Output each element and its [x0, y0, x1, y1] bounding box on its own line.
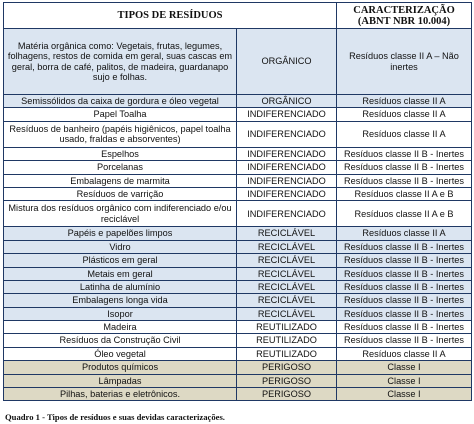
- cell-classe: REUTILIZADO: [237, 347, 337, 360]
- cell-tipo: Mistura dos resíduos orgânico com indiferenciado e/ou reciclável: [4, 201, 237, 227]
- cell-caracterizacao: Resíduos classe II B - Inertes: [337, 267, 472, 280]
- cell-tipo: Madeira: [4, 321, 237, 334]
- cell-tipo: Resíduos da Construção Civil: [4, 334, 237, 347]
- cell-caracterizacao: Classe I: [337, 388, 472, 401]
- table-row: [4, 95, 472, 108]
- cell-classe: RECICLÁVEL: [237, 227, 337, 240]
- cell-tipo: Resíduos de banheiro (papéis higiênicos, papel toalha usado, fraldas e absorventes): [4, 121, 237, 147]
- cell-tipo: Papel Toalha: [4, 108, 237, 121]
- cell-tipo: Pilhas, baterias e eletrônicos.: [4, 388, 237, 401]
- cell-tipo: Semissólidos da caixa de gordura e óleo vegetal: [4, 95, 237, 108]
- cell-classe: RECICLÁVEL: [237, 294, 337, 307]
- cell-classe: REUTILIZADO: [237, 321, 337, 334]
- residue-table: [3, 2, 472, 401]
- cell-caracterizacao: Resíduos classe II A: [337, 108, 472, 121]
- cell-caracterizacao: Resíduos classe II A: [337, 347, 472, 360]
- cell-classe: RECICLÁVEL: [237, 240, 337, 253]
- table-row: [4, 161, 472, 174]
- cell-caracterizacao: Resíduos classe II B - Inertes: [337, 307, 472, 320]
- cell-caracterizacao: Resíduos classe II B - Inertes: [337, 294, 472, 307]
- cell-caracterizacao: Resíduos classe II B - Inertes: [337, 174, 472, 187]
- cell-caracterizacao: Resíduos classe II A: [337, 95, 472, 108]
- cell-classe: ORGÂNICO: [237, 95, 337, 108]
- cell-classe: ORGÂNICO: [237, 29, 337, 95]
- cell-classe: INDIFERENCIADO: [237, 187, 337, 200]
- cell-caracterizacao: Resíduos classe II B - Inertes: [337, 161, 472, 174]
- cell-classe: PERIGOSO: [237, 374, 337, 387]
- cell-tipo: Óleo vegetal: [4, 347, 237, 360]
- cell-caracterizacao: Resíduos classe II B - Inertes: [337, 147, 472, 160]
- cell-caracterizacao: Classe I: [337, 374, 472, 387]
- table-row: [4, 334, 472, 347]
- header-row: [4, 3, 472, 29]
- cell-caracterizacao: Resíduos classe II A: [337, 227, 472, 240]
- table-row: [4, 29, 472, 95]
- cell-caracterizacao: Resíduos classe II A e B: [337, 201, 472, 227]
- table-row: [4, 147, 472, 160]
- cell-classe: RECICLÁVEL: [237, 254, 337, 267]
- header-caracterizacao-line1: CARACTERIZAÇÃO: [353, 4, 455, 16]
- cell-tipo: Espelhos: [4, 147, 237, 160]
- table-row: [4, 254, 472, 267]
- cell-caracterizacao: Resíduos classe II B - Inertes: [337, 254, 472, 267]
- cell-caracterizacao: Resíduos classe II B - Inertes: [337, 321, 472, 334]
- cell-caracterizacao: Resíduos classe II A: [337, 121, 472, 147]
- cell-classe: INDIFERENCIADO: [237, 201, 337, 227]
- cell-tipo: Latinha de alumínio: [4, 280, 237, 293]
- table-row: [4, 201, 472, 227]
- cell-classe: INDIFERENCIADO: [237, 147, 337, 160]
- cell-classe: INDIFERENCIADO: [237, 161, 337, 174]
- cell-caracterizacao: Resíduos classe II B - Inertes: [337, 240, 472, 253]
- cell-classe: PERIGOSO: [237, 388, 337, 401]
- cell-caracterizacao: Resíduos classe II B - Inertes: [337, 280, 472, 293]
- cell-classe: INDIFERENCIADO: [237, 174, 337, 187]
- cell-tipo: Embalagens longa vida: [4, 294, 237, 307]
- cell-tipo: Embalagens de marmita: [4, 174, 237, 187]
- cell-classe: RECICLÁVEL: [237, 267, 337, 280]
- header-tipos: TIPOS DE RESÍDUOS: [4, 3, 337, 29]
- cell-classe: RECICLÁVEL: [237, 307, 337, 320]
- cell-tipo: Matéria orgânica como: Vegetais, frutas, legumes, folhagens, restos de comida em geral, suas cascas em geral, borra de café, palitos, de madeira, guardanapo sujo e folhas.: [4, 29, 237, 95]
- cell-tipo: Produtos químicos: [4, 361, 237, 374]
- table-row: [4, 321, 472, 334]
- cell-caracterizacao: Resíduos classe II A e B: [337, 187, 472, 200]
- cell-caracterizacao: Resíduos classe II A – Não inertes: [337, 29, 472, 95]
- table-body: [4, 29, 472, 401]
- cell-classe: INDIFERENCIADO: [237, 121, 337, 147]
- table-row: [4, 227, 472, 240]
- header-caracterizacao: [337, 3, 472, 29]
- table-row: [4, 347, 472, 360]
- table-row: [4, 121, 472, 147]
- cell-tipo: Isopor: [4, 307, 237, 320]
- table-row: [4, 374, 472, 387]
- table-row: [4, 240, 472, 253]
- cell-classe: RECICLÁVEL: [237, 280, 337, 293]
- cell-tipo: Metais em geral: [4, 267, 237, 280]
- cell-tipo: Porcelanas: [4, 161, 237, 174]
- cell-caracterizacao: Resíduos classe II B - Inertes: [337, 334, 472, 347]
- table-row: [4, 267, 472, 280]
- cell-tipo: Resíduos de varrição: [4, 187, 237, 200]
- cell-tipo: Vidro: [4, 240, 237, 253]
- cell-classe: PERIGOSO: [237, 361, 337, 374]
- table-caption: Quadro 1 - Tipos de resíduos e suas devidas caracterizações.: [5, 412, 225, 422]
- cell-tipo: Papéis e papelões limpos: [4, 227, 237, 240]
- cell-classe: REUTILIZADO: [237, 334, 337, 347]
- table-row: [4, 280, 472, 293]
- header-caracterizacao-line2: (ABNT NBR 10.004): [357, 15, 451, 27]
- table-row: [4, 174, 472, 187]
- cell-caracterizacao: Classe I: [337, 361, 472, 374]
- table-row: [4, 108, 472, 121]
- table-row: [4, 388, 472, 401]
- cell-classe: INDIFERENCIADO: [237, 108, 337, 121]
- cell-tipo: Lâmpadas: [4, 374, 237, 387]
- table-row: [4, 294, 472, 307]
- table-row: [4, 187, 472, 200]
- table-row: [4, 361, 472, 374]
- table-row: [4, 307, 472, 320]
- cell-tipo: Plásticos em geral: [4, 254, 237, 267]
